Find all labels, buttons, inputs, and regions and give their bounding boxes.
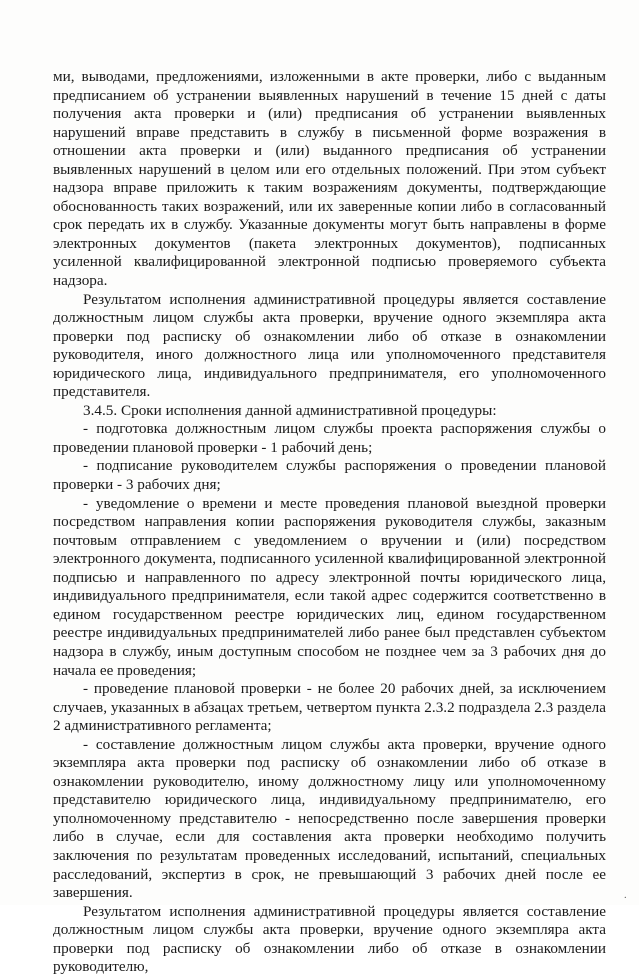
list-item-notification: - уведомление о времени и месте проведения плановой выездной проверки посредством направления копии распоряжения руководителя службы, заказным почтовым отправлением с уведомлением о вручении и (или) посредством электронного документа, подписанного усиленной квалифицированной электронной подписью и направленного по адресу электронной почты юридического лица, индивидуального предпринимателя, если такой адрес содержится соответственно в едином государственном реестре юридических лиц, едином государственном реестре индивидуальных предпринимателей либо ранее был представлен субъектом надзора в службу, иным доступным способом не позднее чем за 3 рабочих дня до начала ее проведения; <box>53 494 606 679</box>
paragraph-objections: ми, выводами, предложениями, изложенными в акте проверки, либо с выданным предписанием об устранении выявленных нарушений в течение 15 дней с даты получения акта проверки и (или) предписания об устранении выявленных нарушений вправе представить в службу в письменной форме возражения в отношении акта проверки и (или) выданного предписания об устранении выявленных нарушений в целом или его отдельных положений. При этом субъект надзора вправе приложить к таким возражениям документы, подтверждающие обоснованность таких возражений, или их заверенные копии либо в согласованный срок передать их в службу. Указанные документы могут быть направлены в форме электронных документов (пакета электронных документов), подписанных усиленной квалифицированной электронной подписью проверяемого субъекта надзора. <box>53 68 606 290</box>
list-item-conducting: - проведение плановой проверки - не более 20 рабочих дней, за исключением случаев, указанных в абзацах третьем, четвертом пункта 2.3.2 подраздела 2.3 раздела 2 административного регламента; <box>53 680 606 735</box>
list-item-signing: - подписание руководителем службы распоряжения о проведении плановой проверки - 3 рабочих дня; <box>53 457 606 494</box>
paragraph-result-second: Результатом исполнения административной процедуры является составление должностным лицом службы акта проверки, вручение одного экземпляра акта проверки под расписку об ознакомлении либо об отказе в ознакомлении руководителю, <box>53 902 606 976</box>
paragraph-result-first: Результатом исполнения административной процедуры является составление должностным лицом службы акта проверки, вручение одного экземпляра акта проверки под расписку об ознакомлении либо об отказе в ознакомлении руководителя, иного должностного лица или уполномоченного представителя юридического лица, индивидуального предпринимателя, его уполномоченного представителя. <box>53 290 606 401</box>
paragraph-section-heading: 3.4.5. Сроки исполнения данной административной процедуры: <box>83 401 497 419</box>
list-item-act-drafting: - составление должностным лицом службы акта проверки, вручение одного экземпляра акта проверки под расписку об ознакомлении либо об отказе в ознакомлении руководителю, иному должностному лицу или уполномоченному представителю юридического лица, индивидуальному предпринимателю, его уполномоченному представителю - непосредственно после завершения проверки либо в случае, если для составления акта проверки необходимо получить заключения по результатам проведенных исследований, испытаний, специальных расследований, экспертиз в срок, не превышающий 3 рабочих дней после ее завершения. <box>53 735 606 902</box>
scan-speck-mark: · <box>623 893 627 904</box>
list-item-preparation: - подготовка должностным лицом службы проекта распоряжения службы о проведении плановой проверки - 1 рабочий день; <box>53 420 606 456</box>
document-body <box>53 68 606 977</box>
